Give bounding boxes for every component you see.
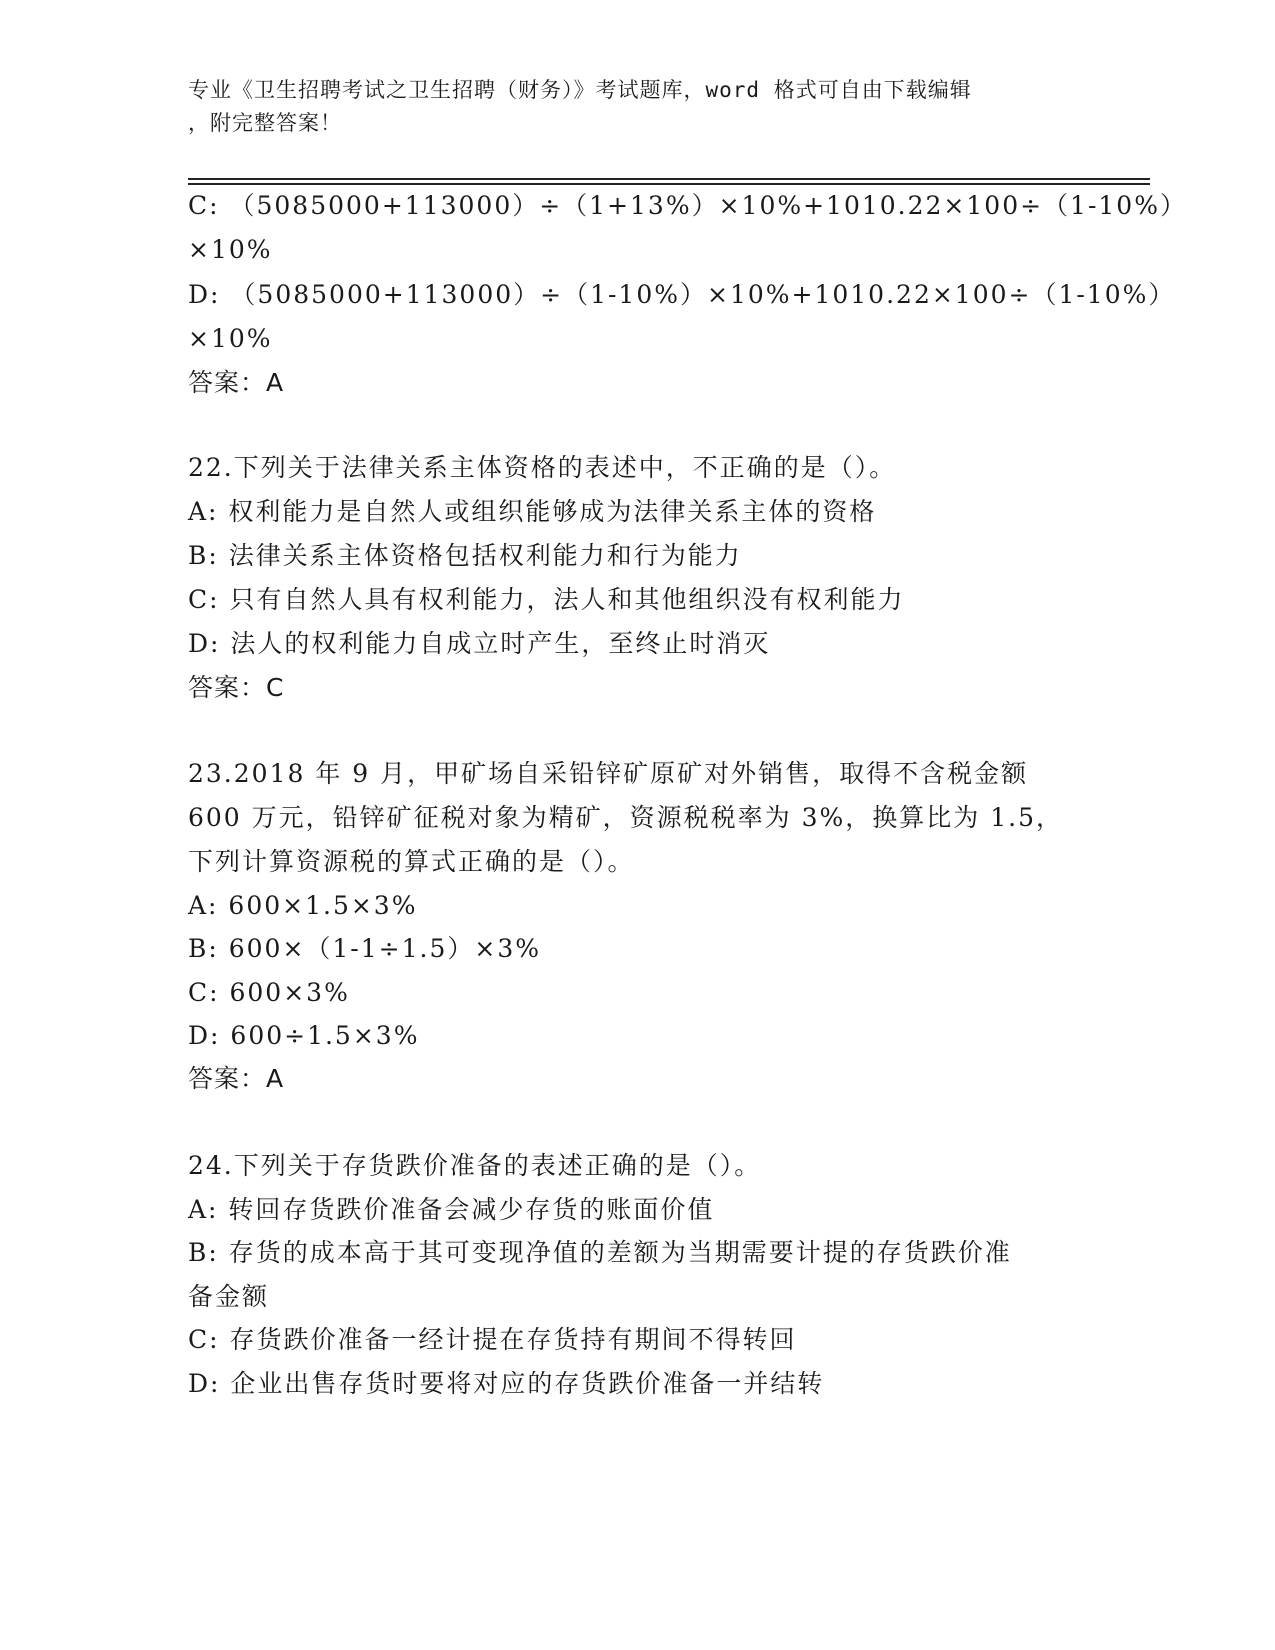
q23-question-line3: 下列计算资源税的算式正确的是（）。 — [188, 847, 635, 876]
q23-option-d: D: 600÷1.5×3% — [188, 1021, 420, 1050]
q21-answer: 答案：A — [188, 368, 285, 397]
q23-question-line1: 23.2018 年 9 月，甲矿场自采铅锌矿原矿对外销售，取得不含税金额 — [188, 759, 1029, 788]
q23-option-c: C: 600×3% — [188, 978, 350, 1007]
header-rule-top — [188, 178, 1150, 180]
q23-option-b: B: 600×（1-1÷1.5）×3% — [188, 934, 541, 963]
header-line-2: ，附完整答案！ — [188, 111, 342, 135]
q24-option-d: D: 企业出售存货时要将对应的存货跌价准备一并结转 — [188, 1369, 825, 1398]
q21-option-d-line2: ×10% — [188, 324, 273, 353]
q21-option-c-line1: C: （5085000+113000）÷（1+13%）×10%+1010.22×100÷（1-10%） — [188, 191, 1187, 220]
q24-option-b-line1: B: 存货的成本高于其可变现净值的差额为当期需要计提的存货跌价准 — [188, 1238, 1012, 1267]
q22-option-d: D: 法人的权利能力自成立时产生，至终止时消灭 — [188, 629, 771, 658]
q22-option-b: B: 法律关系主体资格包括权利能力和行为能力 — [188, 541, 742, 570]
q22-question: 22.下列关于法律关系主体资格的表述中，不正确的是（）。 — [188, 453, 897, 482]
q23-option-a: A: 600×1.5×3% — [188, 891, 418, 920]
q23-question-line2: 600 万元，铅锌矿征税对象为精矿，资源税税率为 3%，换算比为 1.5， — [188, 803, 1063, 832]
q24-option-c: C: 存货跌价准备一经计提在存货持有期间不得转回 — [188, 1325, 797, 1354]
header-line-1: 专业《卫生招聘考试之卫生招聘（财务）》考试题库，word 格式可自由下载编辑 — [188, 78, 972, 102]
q22-option-c: C: 只有自然人具有权利能力，法人和其他组织没有权利能力 — [188, 585, 905, 614]
document-header — [188, 74, 1088, 140]
q24-option-b-line2: 备金额 — [188, 1282, 270, 1311]
header-rule-bottom — [188, 183, 1150, 185]
q24-option-a: A: 转回存货跌价准备会减少存货的账面价值 — [188, 1195, 715, 1224]
q24-question: 24.下列关于存货跌价准备的表述正确的是（）。 — [188, 1151, 762, 1180]
q22-option-a: A: 权利能力是自然人或组织能够成为法律关系主体的资格 — [188, 497, 877, 526]
q21-option-d-line1: D: （5085000+113000）÷（1-10%）×10%+1010.22×100÷（1-10%） — [188, 280, 1176, 309]
q21-option-c-line2: ×10% — [188, 235, 273, 264]
q22-answer: 答案：C — [188, 673, 285, 702]
q23-answer: 答案：A — [188, 1064, 285, 1093]
